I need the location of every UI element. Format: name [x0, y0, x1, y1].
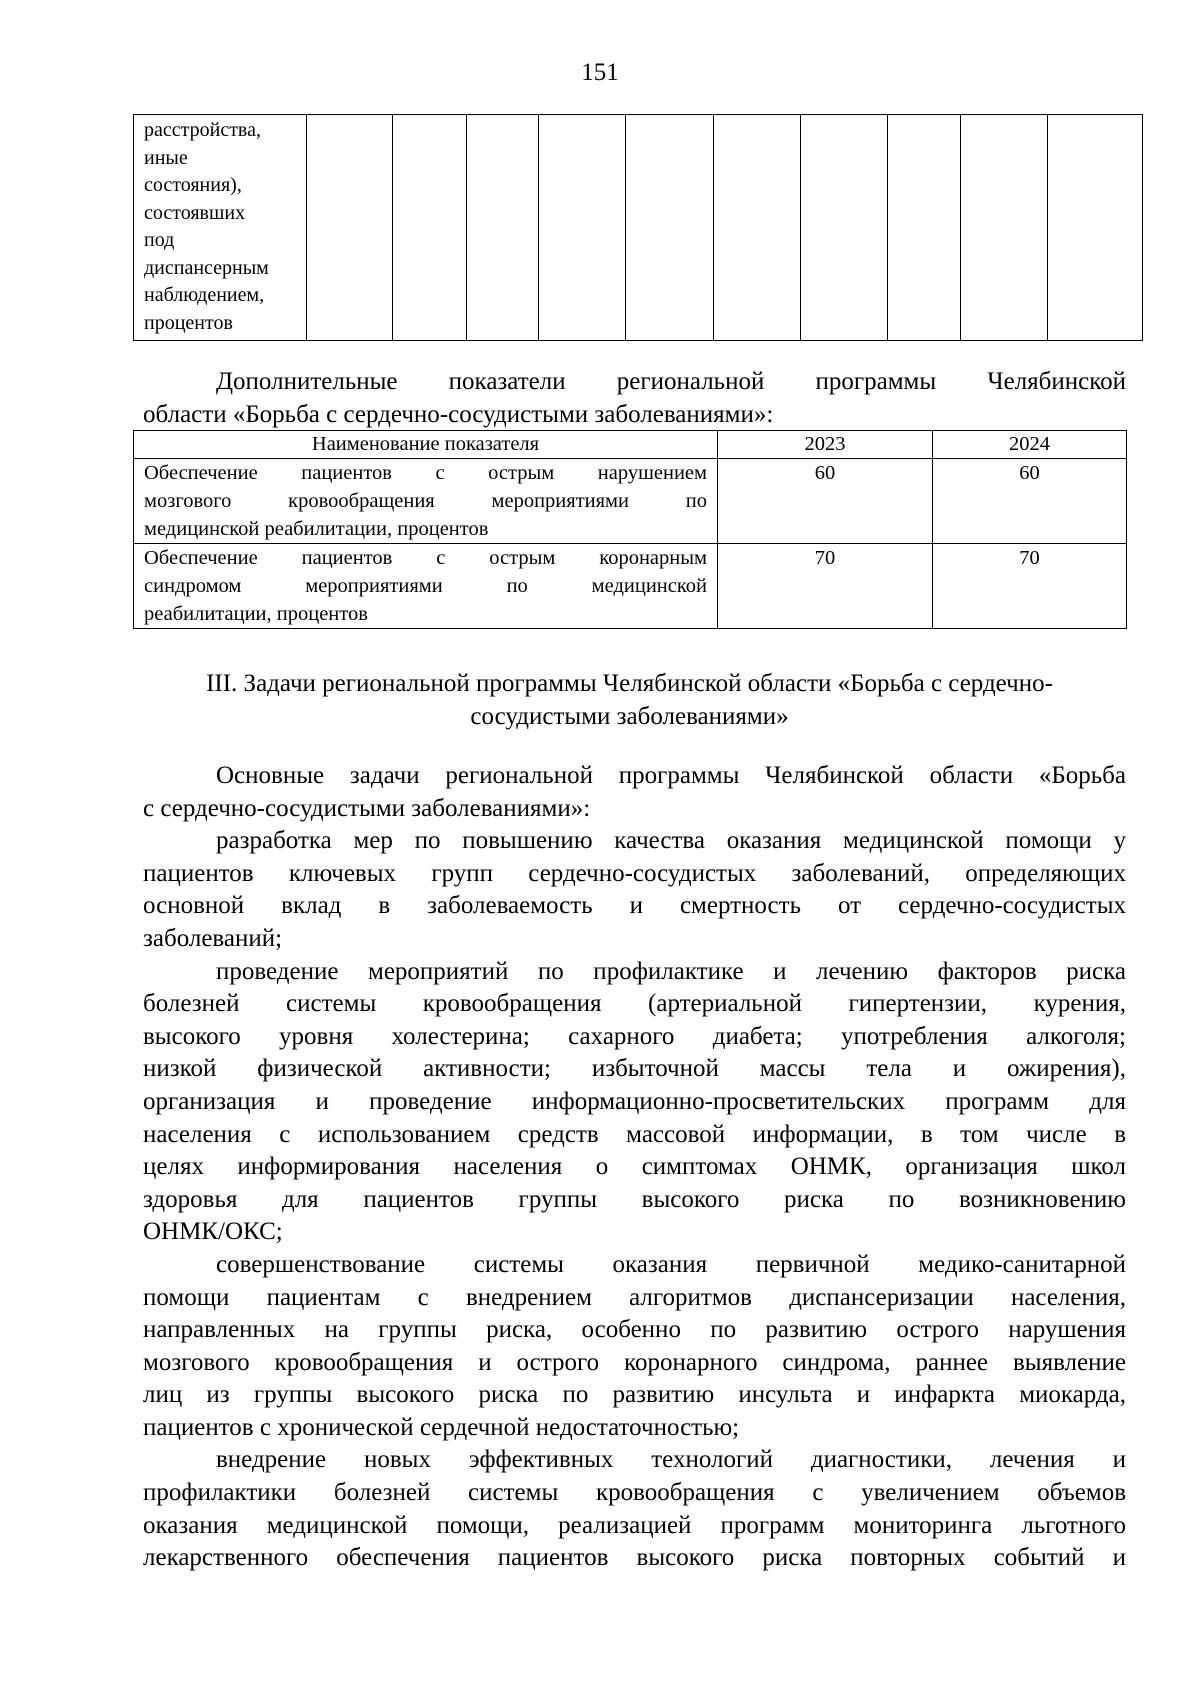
- column-header-name: Наименование показателя: [134, 431, 718, 459]
- body-line: мозгового кровообращения и острого коронарного синдрома, раннее выявление: [143, 1348, 1126, 1376]
- indicator-name-line: мозгового кровообращения мероприятиями по: [144, 490, 707, 512]
- body-line: здоровья для пациентов группы высокого риска по возникновению: [143, 1185, 1126, 1213]
- body-line: оказания медицинской помощи, реализацией программ мониторинга льготного: [143, 1511, 1126, 1539]
- indicators-table: [133, 430, 1127, 629]
- table-cell: [306, 115, 392, 341]
- body-line: организация и проведение информационно-просветительских программ для: [143, 1087, 1126, 1115]
- table-header-row: [134, 431, 1127, 459]
- column-header-2024: 2024: [933, 431, 1127, 459]
- table-cell: [393, 115, 466, 341]
- body-line: проведение мероприятий по профилактике и лечению факторов риска: [216, 957, 1126, 985]
- table-cell: [801, 115, 887, 341]
- indicator-name-line: медицинской реабилитации, процентов: [144, 518, 489, 540]
- table-cell: [466, 115, 538, 341]
- body-line: лиц из группы высокого риска по развитию инсульта и инфаркта миокарда,: [143, 1381, 1126, 1409]
- value-2023: 60: [718, 459, 933, 544]
- intro-line: Дополнительные показатели региональной программы Челябинской: [216, 368, 1126, 395]
- table-cell: [1047, 115, 1142, 341]
- body-line: заболеваний;: [143, 924, 283, 952]
- body-line: пациентов с хронической сердечной недостаточностью;: [143, 1413, 740, 1441]
- intro-paragraph: [143, 366, 1126, 431]
- body-line: с сердечно-сосудистыми заболеваниями»:: [143, 794, 591, 822]
- body-text: [143, 760, 1126, 1575]
- value-2024: 70: [933, 544, 1127, 629]
- indicator-name-line: Обеспечение пациентов с острым коронарным: [144, 547, 707, 569]
- section-heading: [133, 667, 1126, 733]
- table-row: [134, 459, 1127, 544]
- table-cell-indicator-name: расстройства, иные состояния), состоявших под диспансерным наблюдением, процентов: [134, 115, 307, 341]
- table-cell: [887, 115, 960, 341]
- body-line: основной вклад в заболеваемость и смертность от сердечно-сосудистых: [143, 892, 1126, 920]
- body-line: помощи пациентам с внедрением алгоритмов диспансеризации населения,: [143, 1283, 1126, 1311]
- indicator-name: [134, 544, 718, 629]
- body-line: направленных на группы риска, особенно по развитию острого нарушения: [143, 1316, 1126, 1344]
- table-cell: [713, 115, 801, 341]
- section-heading-line: сосудистыми заболеваниями»: [470, 703, 789, 730]
- table-cell: [538, 115, 626, 341]
- table-row: [134, 115, 1143, 341]
- continuation-table: [133, 114, 1143, 341]
- body-line: разработка мер по повышению качества оказания медицинской помощи у: [216, 827, 1126, 855]
- indicator-name-line: синдромом мероприятиями по медицинской: [144, 575, 707, 597]
- body-line: внедрение новых эффективных технологий диагностики, лечения и: [216, 1446, 1126, 1474]
- body-line: высокого уровня холестерина; сахарного диабета; употребления алкоголя;: [143, 1022, 1126, 1050]
- body-line: низкой физической активности; избыточной массы тела и ожирения),: [143, 1055, 1126, 1083]
- body-line: совершенствование системы оказания первичной медико-санитарной: [216, 1250, 1126, 1278]
- page-number: 151: [581, 59, 619, 86]
- indicator-name: [134, 459, 718, 544]
- column-header-2023: 2023: [718, 431, 933, 459]
- body-line: ОНМК/ОКС;: [143, 1218, 283, 1246]
- intro-line: области «Борьба с сердечно-сосудистыми заболеваниями»:: [143, 400, 774, 428]
- body-line: пациентов ключевых групп сердечно-сосудистых заболеваний, определяющих: [143, 859, 1126, 887]
- body-line: болезней системы кровообращения (артериальной гипертензии, курения,: [143, 990, 1126, 1018]
- indicator-name-line: реабилитации, процентов: [144, 603, 368, 625]
- body-line: населения с использованием средств массовой информации, в том числе в: [143, 1120, 1126, 1148]
- section-heading-line: III. Задачи региональной программы Челябинской области «Борьба с сердечно-: [206, 670, 1053, 697]
- table-row: [134, 544, 1127, 629]
- body-line: Основные задачи региональной программы Челябинской области «Борьба: [216, 762, 1126, 789]
- body-line: профилактики болезней системы кровообращения с увеличением объемов: [143, 1479, 1126, 1507]
- body-line: целях информирования населения о симптомах ОНМК, организация школ: [143, 1153, 1126, 1181]
- table-cell: [961, 115, 1047, 341]
- value-2024: 60: [933, 459, 1127, 544]
- body-line: лекарственного обеспечения пациентов высокого риска повторных событий и: [143, 1544, 1126, 1572]
- indicator-name-line: Обеспечение пациентов с острым нарушением: [144, 462, 707, 484]
- table-cell: [626, 115, 714, 341]
- value-2023: 70: [718, 544, 933, 629]
